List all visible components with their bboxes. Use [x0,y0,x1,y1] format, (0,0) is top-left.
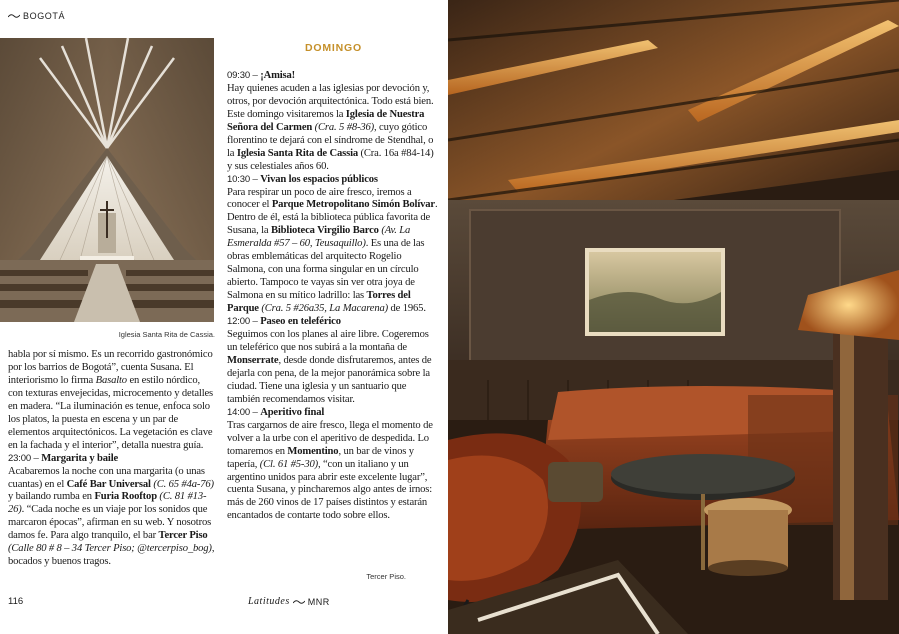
church-illustration [0,38,214,322]
margarita-block: 23:00 – Margarita y baile Acabaremos la noche con una margarita (o unas cuantas) en el Café Bar Universal (C. 65 #4a-76) y bailando rumba en Furia Rooftop (C. 81 #13-26). “Cada noche es un viaje por los sonidos que marcaron épocas”, afirman en su web. Y nosotros damos fe. Para algo tranquilo, el bar Tercer Piso (Calle 80 # 8 – 34 Tercer Piso; @tercerpiso_bog), bocados y buenos tragos. [8,452,215,568]
teleferico-block: 12:00 – Paseo en teleférico Seguimos con los planes al aire libre. Cogeremos un teleférico que nos subirá a la montaña de Monserrate, desde donde disfrutaremos, antes de dejarla con pena, de la mejor panorámica sobre la ciudad. Tiene una iglesia y un santuario que también recomendamos visitar. [227,316,432,405]
left-text-column [8,349,216,569]
footer-brand [248,596,330,607]
section-title: BOGOTÁ [23,11,66,21]
signature-logo: Latitudes [248,596,290,607]
intro-paragraph: habla por sí mismo. Es un recorrido gastronómico por los barrios de Bogotá”, cuenta Susana. El interiorismo lo firma Basalto en estilo nórdico, con texturas envejecidas, microcemento y detalles en madera. “La iluminación es tenue, enfoca solo los platos, la puesta en escena y un par de elementos arquitectónicos. La vegetación es clave en la fachada y el interior”, detalla nuestra guía. [8,349,214,451]
brand-name: MNR [307,596,330,607]
block-title: ¡Amisa! [260,69,296,81]
left-page [0,0,448,634]
day-title: DOMINGO [305,42,362,54]
block-title: Margarita y baile [41,452,119,464]
bar-caption: Tercer Piso. [366,572,406,581]
aperitivo-block: 14:00 – Aperitivo final Tras cargarnos de aire fresco, llega el momento de volver a la urbe con el aperitivo de despedida. Lo tomaremos en Momentino, un bar de vinos y tapería, (Cl. 61 #5-30), “con un italiano y un argentino unidos para abrir este excelente lugar”, cuenta Susana, y pincharemos algo antes de irnos: más de 260 vinos de 17 países distintos y estarán encantados de contarte todo sobre ellos. [227,406,433,522]
time-label: 23:00 [8,452,32,464]
page-number: 116 [8,596,24,607]
block-title: Aperitivo final [260,406,325,418]
block-title: Paseo en teleférico [260,316,341,328]
bar-interior-photo [448,0,899,634]
amisa-block: 09:30 – ¡Amisa! Hay quienes acuden a las iglesias por devoción y, otros, por devoción arquitectónica. Todo está bien. Este domingo visitaremos la Iglesia de Nuestra Señora del Carmen (Cra. 5 #8-36), cuyo gótico florentino te dejará con el síndrome de Stendhal, o la Iglesia Santa Rita de Cassia (Cra. 16a #84-14) y sus celestiales años 60. [227,69,434,172]
wave-icon [8,13,20,19]
section-header [8,11,65,21]
wave-icon [293,599,305,605]
block-title: Vivan los espacios públicos [260,173,378,185]
church-caption: Iglesia Santa Rita de Cassia. [118,330,215,339]
espacios-block: 10:30 – Vivan los espacios públicos Para respirar un poco de aire fresco, iremos a conocer el Parque Metropolitano Simón Bolívar. Dentro de él, está la biblioteca pública favorita de Susana, la Biblioteca Virgilio Barco (Av. La Esmeralda #57 – 60, Teusaquillo). Es una de las obras emblemáticas del arquitecto Rogelio Salmona, con una forma singular en un círculo abierto. Tampoco te vayas sin ver otra joya de Salmona en su mítico ladrillo: las Torres del Parque (Cra. 5 #26a35, La Macarena) de 1965. [227,173,438,315]
right-text-column [227,42,440,523]
church-interior-photo [0,38,214,322]
bar-illustration [448,0,899,634]
